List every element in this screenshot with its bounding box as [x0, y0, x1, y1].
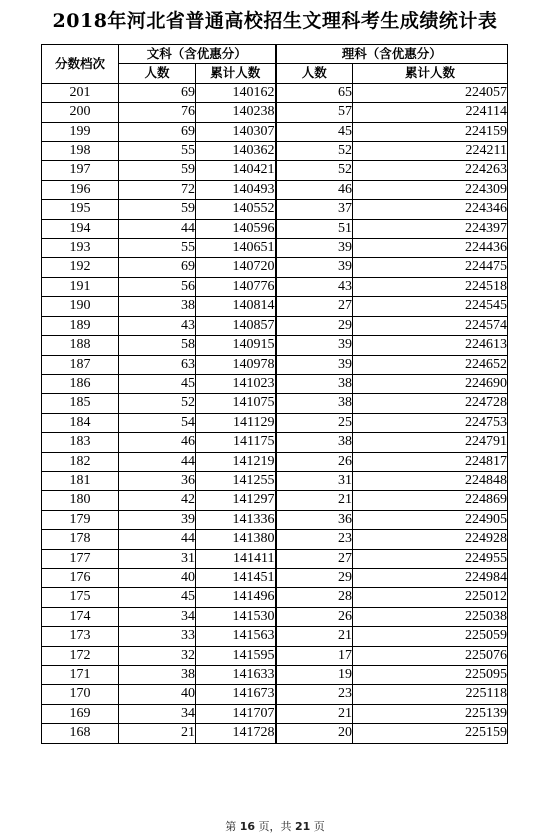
score-cell: 200: [42, 103, 119, 122]
wenke-count-cell: 21: [119, 724, 196, 743]
wenke-cumulative-cell: 141728: [196, 724, 276, 743]
wenke-count-cell: 45: [119, 588, 196, 607]
wenke-count-cell: 69: [119, 258, 196, 277]
wenke-cumulative-cell: 141595: [196, 646, 276, 665]
score-cell: 176: [42, 568, 119, 587]
score-cell: 174: [42, 607, 119, 626]
like-cumulative-cell: 224211: [353, 142, 508, 161]
table-row: [42, 297, 508, 316]
score-cell: 173: [42, 627, 119, 646]
table-row: [42, 568, 508, 587]
like-cumulative-cell: 224574: [353, 316, 508, 335]
like-count-cell: 23: [276, 685, 353, 704]
wenke-count-cell: 59: [119, 161, 196, 180]
table-row: [42, 627, 508, 646]
score-cell: 180: [42, 491, 119, 510]
score-cell: 192: [42, 258, 119, 277]
wenke-count-cell: 34: [119, 607, 196, 626]
like-count-header: 人数: [276, 64, 353, 83]
total-page-number: 21: [295, 820, 311, 833]
wenke-cumulative-cell: 141380: [196, 530, 276, 549]
wenke-count-cell: 31: [119, 549, 196, 568]
like-count-cell: 37: [276, 200, 353, 219]
score-cell: 171: [42, 666, 119, 685]
like-cumulative-cell: 224652: [353, 355, 508, 374]
wenke-count-cell: 34: [119, 704, 196, 723]
table-row: [42, 724, 508, 743]
wenke-cumulative-cell: 140857: [196, 316, 276, 335]
wenke-count-cell: 38: [119, 297, 196, 316]
like-cumulative-cell: 224955: [353, 549, 508, 568]
like-count-cell: 36: [276, 510, 353, 529]
score-cell: 178: [42, 530, 119, 549]
like-cumulative-cell: 225095: [353, 666, 508, 685]
table-row: [42, 200, 508, 219]
like-cumulative-cell: 224518: [353, 277, 508, 296]
like-cumulative-cell: 224545: [353, 297, 508, 316]
like-group-header: 理科（含优惠分）: [276, 45, 508, 64]
wenke-cumulative-cell: 141255: [196, 471, 276, 490]
score-cell: 186: [42, 374, 119, 393]
like-count-cell: 38: [276, 433, 353, 452]
like-cumulative-cell: 224309: [353, 180, 508, 199]
page-title: 2018年河北省普通高校招生文理科考生成绩统计表: [52, 10, 498, 32]
like-count-cell: 43: [276, 277, 353, 296]
score-cell: 189: [42, 316, 119, 335]
like-count-cell: 38: [276, 394, 353, 413]
like-cumulative-cell: 225076: [353, 646, 508, 665]
like-cumulative-cell: 224263: [353, 161, 508, 180]
table-row: [42, 510, 508, 529]
wenke-cumulative-cell: 140651: [196, 239, 276, 258]
score-cell: 181: [42, 471, 119, 490]
wenke-count-cell: 52: [119, 394, 196, 413]
wenke-cumulative-cell: 141023: [196, 374, 276, 393]
table-row: [42, 277, 508, 296]
wenke-count-cell: 39: [119, 510, 196, 529]
wenke-count-cell: 44: [119, 219, 196, 238]
wenke-count-cell: 43: [119, 316, 196, 335]
wenke-cumulative-cell: 140552: [196, 200, 276, 219]
like-cumulative-cell: 224817: [353, 452, 508, 471]
score-cell: 177: [42, 549, 119, 568]
wenke-count-cell: 45: [119, 374, 196, 393]
like-cumulative-cell: 224114: [353, 103, 508, 122]
wenke-cumulative-cell: 140596: [196, 219, 276, 238]
like-count-cell: 21: [276, 491, 353, 510]
table-row: [42, 122, 508, 141]
table-row: [42, 355, 508, 374]
wenke-cumulative-cell: 141673: [196, 685, 276, 704]
like-count-cell: 65: [276, 83, 353, 102]
wenke-cumulative-cell: 141496: [196, 588, 276, 607]
like-cumulative-cell: 224057: [353, 83, 508, 102]
table-row: [42, 685, 508, 704]
wenke-cumulative-cell: 140978: [196, 355, 276, 374]
wenke-cumulative-cell: 141336: [196, 510, 276, 529]
table-row: [42, 549, 508, 568]
table-row: [42, 704, 508, 723]
table-row: [42, 83, 508, 102]
like-count-cell: 31: [276, 471, 353, 490]
like-cumulative-cell: 224613: [353, 336, 508, 355]
like-count-cell: 26: [276, 452, 353, 471]
table-row: [42, 471, 508, 490]
table-header: [42, 45, 508, 84]
like-count-cell: 57: [276, 103, 353, 122]
score-statistics-table: [41, 44, 508, 744]
score-cell: 195: [42, 200, 119, 219]
score-cell: 194: [42, 219, 119, 238]
like-cumulative-cell: 224346: [353, 200, 508, 219]
like-cumulative-cell: 224397: [353, 219, 508, 238]
like-cumulative-cell: 224905: [353, 510, 508, 529]
like-count-cell: 45: [276, 122, 353, 141]
score-cell: 191: [42, 277, 119, 296]
table-row: [42, 316, 508, 335]
wenke-count-cell: 42: [119, 491, 196, 510]
table-row: [42, 161, 508, 180]
footer-middle: 页，共: [255, 820, 295, 833]
wenke-cumulative-cell: 141411: [196, 549, 276, 568]
table-row: [42, 452, 508, 471]
score-cell: 187: [42, 355, 119, 374]
like-cumulative-cell: 224728: [353, 394, 508, 413]
table-row: [42, 491, 508, 510]
like-count-cell: 21: [276, 627, 353, 646]
score-cell: 193: [42, 239, 119, 258]
like-count-cell: 39: [276, 239, 353, 258]
score-cell: 175: [42, 588, 119, 607]
wenke-count-cell: 36: [119, 471, 196, 490]
table-row: [42, 394, 508, 413]
wenke-count-cell: 63: [119, 355, 196, 374]
wenke-cumulative-cell: 140238: [196, 103, 276, 122]
wenke-count-cell: 38: [119, 666, 196, 685]
wenke-count-cell: 32: [119, 646, 196, 665]
wenke-cumulative-cell: 140493: [196, 180, 276, 199]
like-cumulative-cell: 225118: [353, 685, 508, 704]
wenke-count-cell: 46: [119, 433, 196, 452]
like-cumulative-cell: 225139: [353, 704, 508, 723]
footer-prefix: 第: [225, 820, 240, 833]
like-count-cell: 52: [276, 161, 353, 180]
like-count-cell: 52: [276, 142, 353, 161]
wenke-count-cell: 55: [119, 239, 196, 258]
score-cell: 190: [42, 297, 119, 316]
like-count-cell: 39: [276, 336, 353, 355]
score-cell: 196: [42, 180, 119, 199]
score-cell: 197: [42, 161, 119, 180]
like-count-cell: 51: [276, 219, 353, 238]
like-cumulative-cell: 224436: [353, 239, 508, 258]
wenke-count-cell: 76: [119, 103, 196, 122]
wenke-cumulative-cell: 140720: [196, 258, 276, 277]
score-cell: 201: [42, 83, 119, 102]
table-body: [42, 83, 508, 743]
footer-suffix: 页: [310, 820, 325, 833]
wenke-cumulative-cell: 140776: [196, 277, 276, 296]
wenke-cumulative-cell: 140814: [196, 297, 276, 316]
wenke-cumulative-cell: 141129: [196, 413, 276, 432]
wenke-cumulative-cell: 140362: [196, 142, 276, 161]
wenke-cumulative-cell: 140421: [196, 161, 276, 180]
wenke-count-cell: 40: [119, 568, 196, 587]
wenke-count-cell: 72: [119, 180, 196, 199]
table-row: [42, 530, 508, 549]
like-cumulative-cell: 225038: [353, 607, 508, 626]
wenke-cumulative-cell: 141075: [196, 394, 276, 413]
like-count-cell: 19: [276, 666, 353, 685]
page-footer: [0, 818, 550, 834]
like-cumulative-cell: 224753: [353, 413, 508, 432]
like-count-cell: 17: [276, 646, 353, 665]
score-cell: 179: [42, 510, 119, 529]
wenke-count-cell: 44: [119, 530, 196, 549]
like-cumulative-header: 累计人数: [353, 64, 508, 83]
table-row: [42, 103, 508, 122]
wenke-group-header: 文科（含优惠分）: [119, 45, 276, 64]
table-row: [42, 433, 508, 452]
table-row: [42, 336, 508, 355]
score-cell: 199: [42, 122, 119, 141]
wenke-cumulative-cell: 141219: [196, 452, 276, 471]
table-row: [42, 607, 508, 626]
like-cumulative-cell: 224848: [353, 471, 508, 490]
like-cumulative-cell: 224984: [353, 568, 508, 587]
score-cell: 172: [42, 646, 119, 665]
wenke-count-header: 人数: [119, 64, 196, 83]
like-cumulative-cell: 224869: [353, 491, 508, 510]
like-count-cell: 27: [276, 297, 353, 316]
table-row: [42, 374, 508, 393]
wenke-count-cell: 69: [119, 122, 196, 141]
wenke-count-cell: 44: [119, 452, 196, 471]
like-cumulative-cell: 224791: [353, 433, 508, 452]
wenke-count-cell: 55: [119, 142, 196, 161]
score-column-header: 分数档次: [42, 45, 119, 84]
table-row: [42, 666, 508, 685]
score-cell: 198: [42, 142, 119, 161]
like-count-cell: 29: [276, 568, 353, 587]
table-row: [42, 180, 508, 199]
wenke-count-cell: 33: [119, 627, 196, 646]
table-row: [42, 239, 508, 258]
like-count-cell: 39: [276, 258, 353, 277]
score-cell: 185: [42, 394, 119, 413]
like-count-cell: 21: [276, 704, 353, 723]
score-cell: 168: [42, 724, 119, 743]
table-row: [42, 588, 508, 607]
wenke-cumulative-cell: 141451: [196, 568, 276, 587]
score-cell: 170: [42, 685, 119, 704]
like-cumulative-cell: 224475: [353, 258, 508, 277]
like-count-cell: 38: [276, 374, 353, 393]
wenke-cumulative-cell: 140162: [196, 83, 276, 102]
score-cell: 182: [42, 452, 119, 471]
table-row: [42, 413, 508, 432]
like-count-cell: 46: [276, 180, 353, 199]
wenke-cumulative-cell: 141633: [196, 666, 276, 685]
like-count-cell: 26: [276, 607, 353, 626]
like-cumulative-cell: 224690: [353, 374, 508, 393]
like-count-cell: 20: [276, 724, 353, 743]
wenke-cumulative-cell: 141297: [196, 491, 276, 510]
wenke-count-cell: 56: [119, 277, 196, 296]
like-cumulative-cell: 225059: [353, 627, 508, 646]
like-cumulative-cell: 224928: [353, 530, 508, 549]
wenke-cumulative-cell: 141707: [196, 704, 276, 723]
like-cumulative-cell: 225159: [353, 724, 508, 743]
like-count-cell: 28: [276, 588, 353, 607]
like-cumulative-cell: 225012: [353, 588, 508, 607]
wenke-cumulative-cell: 141175: [196, 433, 276, 452]
table-row: [42, 142, 508, 161]
current-page-number: 16: [239, 820, 255, 833]
like-count-cell: 25: [276, 413, 353, 432]
wenke-cumulative-cell: 141563: [196, 627, 276, 646]
like-cumulative-cell: 224159: [353, 122, 508, 141]
table-row: [42, 219, 508, 238]
table-row: [42, 258, 508, 277]
like-count-cell: 27: [276, 549, 353, 568]
score-cell: 169: [42, 704, 119, 723]
wenke-cumulative-cell: 140307: [196, 122, 276, 141]
wenke-count-cell: 54: [119, 413, 196, 432]
score-cell: 183: [42, 433, 119, 452]
wenke-count-cell: 59: [119, 200, 196, 219]
wenke-cumulative-cell: 141530: [196, 607, 276, 626]
like-count-cell: 39: [276, 355, 353, 374]
wenke-count-cell: 58: [119, 336, 196, 355]
table-row: [42, 646, 508, 665]
score-cell: 184: [42, 413, 119, 432]
wenke-cumulative-cell: 140915: [196, 336, 276, 355]
like-count-cell: 29: [276, 316, 353, 335]
wenke-count-cell: 69: [119, 83, 196, 102]
score-cell: 188: [42, 336, 119, 355]
wenke-count-cell: 40: [119, 685, 196, 704]
like-count-cell: 23: [276, 530, 353, 549]
wenke-cumulative-header: 累计人数: [196, 64, 276, 83]
